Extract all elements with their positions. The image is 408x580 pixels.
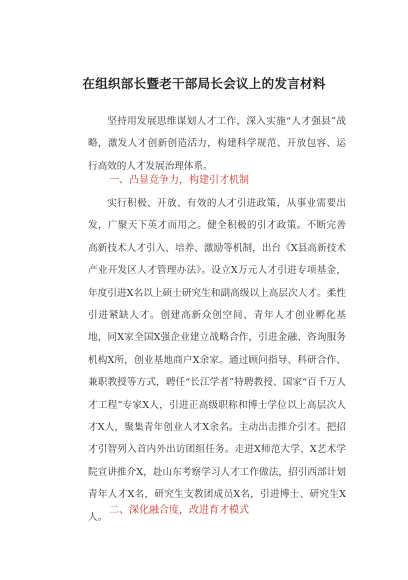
section-1-heading: 一、凸显竞争力，构建引才机制: [109, 175, 249, 186]
document-title: 在组织部长暨老干部局长会议上的发言材料: [82, 76, 326, 91]
section-2-heading: 二、深化融合度，改进育才模式: [109, 505, 249, 516]
section-1-body: 实行积极、开放、有效的人才引进政策，从事业需要出发，广聚天下英才而用之。健全积极的引才政策。不断完善高新技术人才引入、培养、激励等机制，出台《X县高新技术产业开发区人才管理办法》。设立X万元人才引进专项基金，年度引进X名以上硕士研究生和副高级以上高层次人才。柔性引进紧缺人才。创建高新众创空间、青年人才创业孵化基地，同X家全国X强企业建立战略合作，引进金融、咨询服务机构X所，创业基地商户X余家。通过顾问指导、科研合作、兼职教授等方式，聘任“长江学者”特聘教授、国家“百千万人才工程”专家X人，引进正高级职称和博士学位以上高层次人才X人，聚集青年创业人才X余名。主动出击推介引才。把招才引智列入首内外出访团组任务。走进X师范大学、X艺术学院宣讲推介X，赴山东考察学习人才工作做法，招引西部计划青年人才X名，研究生支教团成员X名，引进博士、研究生X人。: [88, 198, 346, 523]
intro-paragraph: 坚持用发展思维谋划人才工作，深入实施“人才强县”战略，激发人才创新创造活力，构建科学规范、开放包容、运行高效的人才发展治理体系。: [88, 116, 346, 172]
